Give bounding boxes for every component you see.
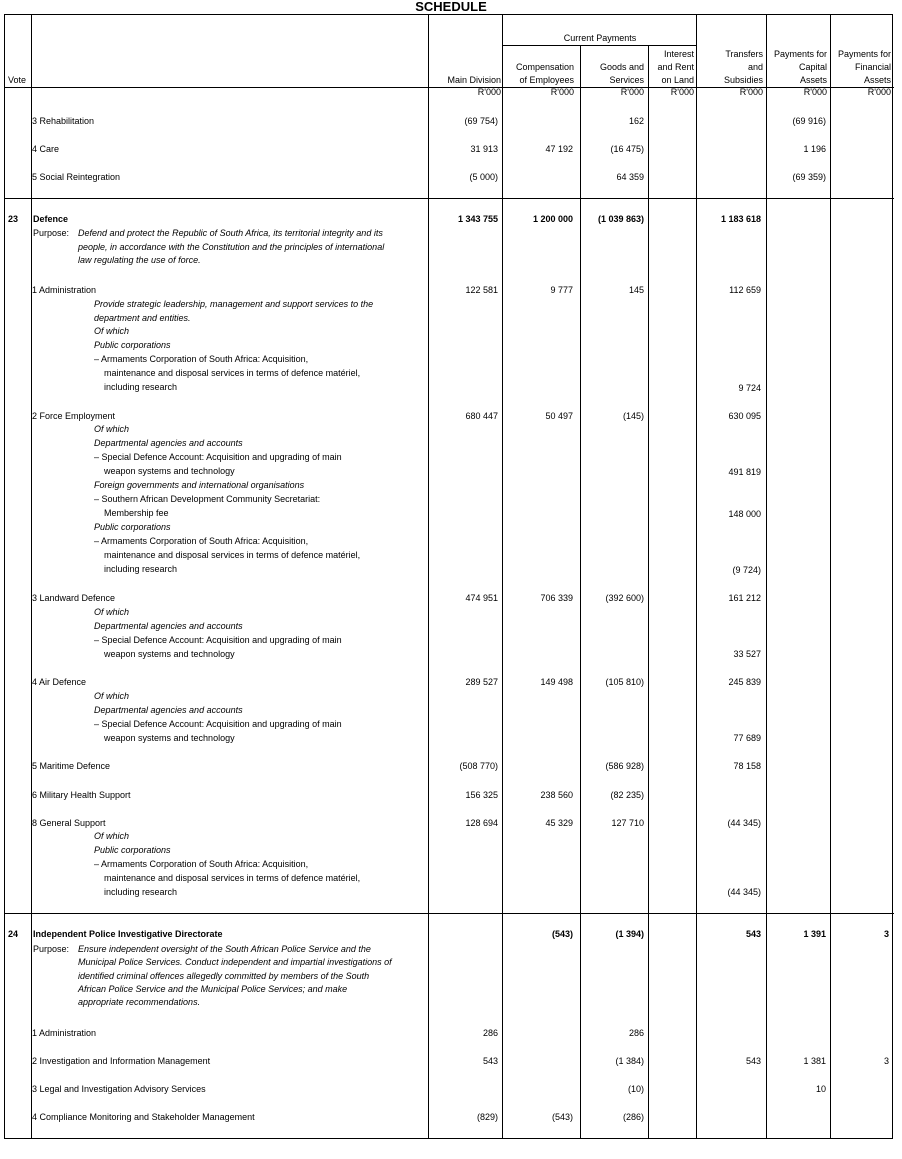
transfer-group-heading: Departmental agencies and accounts	[94, 621, 243, 631]
purpose-label: Purpose:	[33, 944, 70, 954]
vote-total-comp: 1 200 000	[532, 214, 573, 224]
of-which-label: Of which	[94, 326, 130, 336]
header-vote: Vote	[8, 75, 27, 85]
row-divider	[5, 913, 894, 914]
vote-name: Independent Police Investigative Directorate	[33, 929, 223, 939]
header-payments-financial-assets: Financial	[854, 62, 891, 72]
transfer-item-text: including research	[104, 382, 178, 392]
transfer-item-text: including research	[104, 887, 178, 897]
value-main: 286	[482, 1028, 498, 1038]
column-divider	[696, 15, 697, 1138]
value-goods: 145	[628, 285, 644, 295]
programme-label: 4 Air Defence	[32, 677, 87, 687]
value-goods: (1 384)	[615, 1056, 644, 1066]
transfer-group-heading: Public corporations	[94, 522, 171, 532]
vote-number: 24	[8, 929, 19, 939]
purpose-text: people, in accordance with the Constitution and the principles of international	[78, 242, 385, 252]
transfer-group-heading: Foreign governments and international organisations	[94, 480, 305, 490]
value-capital: (69 359)	[792, 172, 826, 182]
value-transfers: 245 839	[728, 677, 761, 687]
transfer-item-text: maintenance and disposal services in terms of defence matériel,	[104, 873, 361, 883]
header-goods-and-services: Goods and	[599, 62, 644, 72]
transfer-group-heading: Departmental agencies and accounts	[94, 705, 243, 715]
column-divider	[648, 45, 649, 1138]
value-main: (69 754)	[464, 116, 498, 126]
value-transfers: (44 345)	[727, 818, 761, 828]
column-divider	[766, 15, 767, 1138]
transfer-group-heading: Public corporations	[94, 340, 171, 350]
transfer-item-text: maintenance and disposal services in terms of defence matériel,	[104, 550, 361, 560]
of-which-label: Of which	[94, 607, 130, 617]
value-goods: 64 359	[616, 172, 644, 182]
value-capital: 1 196	[803, 144, 826, 154]
programme-label: 1 Administration	[32, 1028, 97, 1038]
purpose-text: Defend and protect the Republic of South Africa, its territorial integrity and its	[78, 228, 383, 238]
value-comp: 706 339	[540, 593, 573, 603]
value-transfers: 630 095	[728, 411, 761, 421]
transfer-item-text: weapon systems and technology	[104, 649, 235, 659]
column-divider	[580, 45, 581, 1138]
header-goods-and-services: Services	[609, 75, 644, 85]
value-goods: (286)	[622, 1112, 644, 1122]
value-goods: 162	[628, 116, 644, 126]
value-goods: (16 475)	[610, 144, 644, 154]
header-interest-and-rent: Interest	[663, 49, 694, 59]
header-payments-financial-assets: Assets	[863, 75, 891, 85]
programme-label: 4 Care	[32, 144, 60, 154]
programme-label: 3 Rehabilitation	[32, 116, 95, 126]
value-goods: 286	[628, 1028, 644, 1038]
of-which-label: Of which	[94, 831, 130, 841]
value-comp: 9 777	[550, 285, 573, 295]
programme-label: 2 Investigation and Information Management	[32, 1056, 211, 1066]
header-unit-comp: R'000	[550, 87, 574, 97]
value-goods: (145)	[622, 411, 644, 421]
transfer-item-text: including research	[104, 564, 178, 574]
value-main: 128 694	[465, 818, 498, 828]
transfer-item-text: – Armaments Corporation of South Africa: Acquisition,	[94, 859, 309, 869]
purpose-label: Purpose:	[33, 228, 70, 238]
header-unit-goods: R'000	[620, 87, 644, 97]
header-payments-financial-assets: Payments for	[837, 49, 891, 59]
purpose-text: appropriate recommendations.	[78, 997, 201, 1007]
transfer-item-text: – Special Defence Account: Acquisition and upgrading of main	[94, 719, 342, 729]
value-goods: 127 710	[611, 818, 644, 828]
vote-total-goods: (1 039 863)	[597, 214, 644, 224]
header-unit-transfers: R'000	[739, 87, 763, 97]
header-compensation-of-employees: Compensation	[515, 62, 574, 72]
programme-label: 1 Administration	[32, 285, 97, 295]
of-which-label: Of which	[94, 691, 130, 701]
vote-number: 23	[8, 214, 19, 224]
vote-total-financial: 3	[883, 929, 889, 939]
header-compensation-of-employees: of Employees	[519, 75, 574, 85]
transfer-item-value: 491 819	[728, 467, 761, 477]
value-comp: 45 329	[545, 818, 573, 828]
header-unit-capital: R'000	[803, 87, 827, 97]
programme-label: 8 General Support	[32, 818, 106, 828]
value-transfers: 78 158	[733, 761, 761, 771]
transfer-item-value: 77 689	[733, 733, 761, 743]
programme-description: department and entities.	[94, 312, 191, 323]
header-current-payments: Current Payments	[563, 33, 637, 43]
vote-total-capital: 1 391	[803, 929, 826, 939]
column-divider	[502, 15, 503, 1138]
value-goods: (10)	[627, 1084, 644, 1094]
value-main: 122 581	[465, 285, 498, 295]
vote-total-comp: (543)	[551, 929, 573, 939]
programme-label: 5 Maritime Defence	[32, 761, 111, 771]
header-interest-and-rent: on Land	[661, 75, 694, 85]
column-divider	[31, 15, 32, 1138]
programme-label: 3 Legal and Investigation Advisory Services	[32, 1084, 206, 1094]
transfer-item-text: – Armaments Corporation of South Africa: Acquisition,	[94, 536, 309, 546]
transfer-item-text: weapon systems and technology	[104, 466, 235, 476]
value-transfers: 161 212	[728, 593, 761, 603]
value-main: (829)	[476, 1112, 498, 1122]
transfer-item-text: maintenance and disposal services in terms of defence matériel,	[104, 368, 361, 378]
header-unit-interest: R'000	[670, 87, 694, 97]
value-main: (508 770)	[459, 761, 498, 771]
programme-label: 2 Force Employment	[32, 411, 116, 421]
programme-label: 5 Social Reintegration	[32, 172, 121, 182]
vote-total-transfers: 1 183 618	[720, 214, 761, 224]
transfer-item-text: weapon systems and technology	[104, 733, 235, 743]
row-divider	[502, 45, 696, 46]
value-comp: 238 560	[540, 790, 573, 800]
header-transfers-and-subsidies: and	[747, 62, 763, 72]
vote-total-main: 1 343 755	[457, 214, 498, 224]
programme-label: 4 Compliance Monitoring and Stakeholder Management	[32, 1112, 255, 1122]
transfer-item-value: 33 527	[733, 649, 761, 659]
value-financial: 3	[883, 1056, 889, 1066]
transfer-item-text: – Special Defence Account: Acquisition and upgrading of main	[94, 452, 342, 462]
transfer-item-value: 148 000	[728, 509, 761, 519]
header-unit-main: R'000	[477, 87, 501, 97]
header-payments-capital-assets: Payments for	[773, 49, 827, 59]
value-transfers: 112 659	[729, 285, 761, 295]
programme-label: 6 Military Health Support	[32, 790, 131, 800]
header-main-division: Main Division	[447, 75, 501, 85]
purpose-text: Ensure independent oversight of the South African Police Service and the	[78, 944, 371, 954]
purpose-text: African Police Service and the Municipal Police Services; and make	[78, 984, 348, 994]
value-main: 31 913	[470, 144, 498, 154]
column-divider	[428, 15, 429, 1138]
column-divider	[830, 15, 831, 1138]
header-unit-financial: R'000	[867, 87, 891, 97]
value-comp: 50 497	[545, 411, 573, 421]
value-goods: (392 600)	[605, 593, 644, 603]
vote-name: Defence	[33, 214, 69, 224]
value-goods: (82 235)	[610, 790, 644, 800]
header-payments-capital-assets: Capital	[798, 62, 827, 72]
value-main: 680 447	[465, 411, 498, 421]
transfer-item-text: Membership fee	[104, 508, 169, 518]
value-main: 474 951	[465, 593, 498, 603]
programme-label: 3 Landward Defence	[32, 593, 116, 603]
transfer-item-text: – Armaments Corporation of South Africa: Acquisition,	[94, 354, 309, 364]
schedule-title: SCHEDULE	[415, 0, 487, 14]
value-main: (5 000)	[469, 172, 498, 182]
transfer-item-value: 9 724	[738, 383, 761, 393]
purpose-text: law regulating the use of force.	[78, 255, 201, 265]
value-comp: 47 192	[545, 144, 573, 154]
value-main: 156 325	[465, 790, 498, 800]
transfer-item-value: (44 345)	[727, 887, 761, 897]
schedule-table	[4, 14, 893, 1139]
value-main: 543	[482, 1056, 498, 1066]
value-goods: (105 810)	[605, 677, 644, 687]
purpose-text: Municipal Police Services. Conduct independent and impartial investigations of	[78, 957, 392, 967]
transfer-group-heading: Public corporations	[94, 845, 171, 855]
value-goods: (586 928)	[605, 761, 644, 771]
header-transfers-and-subsidies: Subsidies	[723, 75, 763, 85]
value-capital: 1 381	[803, 1056, 826, 1066]
value-capital: 10	[815, 1084, 826, 1094]
header-interest-and-rent: and Rent	[657, 62, 694, 72]
value-comp: 149 498	[540, 677, 573, 687]
value-main: 289 527	[465, 677, 498, 687]
vote-total-goods: (1 394)	[615, 929, 644, 939]
header-payments-capital-assets: Assets	[799, 75, 827, 85]
of-which-label: Of which	[94, 424, 130, 434]
value-transfers: 543	[745, 1056, 761, 1066]
transfer-item-value: (9 724)	[732, 565, 761, 575]
transfer-item-text: – Special Defence Account: Acquisition and upgrading of main	[94, 635, 342, 645]
vote-total-transfers: 543	[745, 929, 761, 939]
transfer-item-text: – Southern African Development Community Secretariat:	[94, 494, 321, 504]
programme-description: Provide strategic leadership, management and support services to the	[94, 299, 374, 309]
transfer-group-heading: Departmental agencies and accounts	[94, 438, 243, 448]
header-transfers-and-subsidies: Transfers	[725, 49, 763, 59]
value-comp: (543)	[551, 1112, 573, 1122]
value-capital: (69 916)	[792, 116, 826, 126]
row-divider	[5, 198, 894, 199]
purpose-text: identified criminal offences allegedly committed by members of the South	[78, 971, 370, 981]
